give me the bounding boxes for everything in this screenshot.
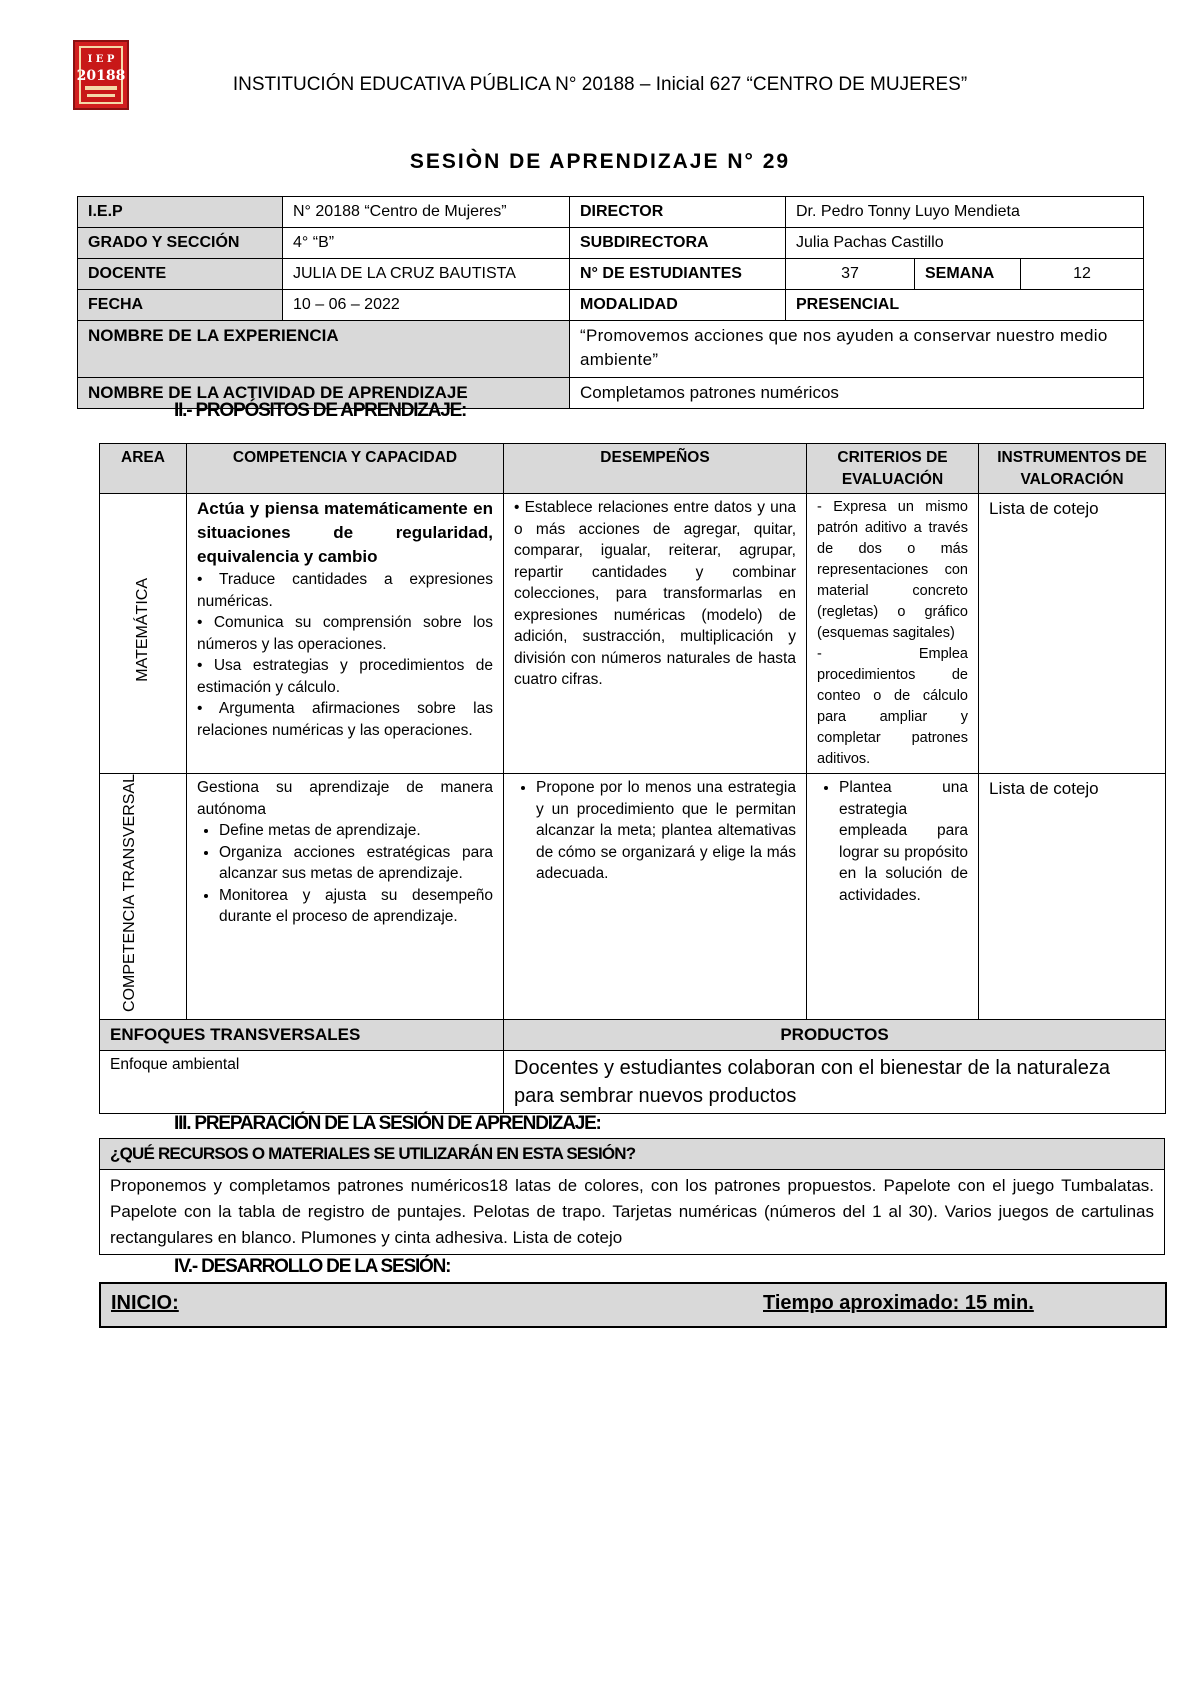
enfoque-value: Enfoque ambiental	[100, 1050, 504, 1113]
enfoques-label: ENFOQUES TRANSVERSALES	[100, 1019, 504, 1050]
grado-label: GRADO Y SECCIÓN	[78, 228, 283, 259]
institution-name: INSTITUCIÓN EDUCATIVA PÚBLICA N° 20188 – Inicial 627 “CENTRO DE MUJERES”	[232, 74, 968, 95]
modalidad-value: PRESENCIAL	[786, 290, 1144, 321]
math-area-cell	[100, 494, 187, 774]
director-value: Dr. Pedro Tonny Luyo Mendieta	[786, 197, 1144, 228]
producto-value: Docentes y estudiantes colaboran con el bienestar de la naturaleza para sembrar nuevos productos	[504, 1050, 1166, 1113]
productos-label: PRODUCTOS	[504, 1019, 1166, 1050]
session-title: SESIÒN DE APRENDIZAJE N° 29	[409, 150, 791, 173]
materials-table	[99, 1138, 1165, 1255]
iep-value: N° 20188 “Centro de Mujeres”	[283, 197, 570, 228]
estudiantes-label: N° DE ESTUDIANTES	[570, 259, 786, 290]
header-area: AREA	[100, 444, 187, 494]
math-desempeno: • Establece relaciones entre datos y una o más acciones de agregar, quitar, comparar, igualar, reiterar, agrupar, repartir cantidades y combinar colecciones, para transformarlas en expresiones numéricas (modelo) de adición, sustracción, multiplicación y división con números naturales de hasta cuatro cifras.	[504, 494, 807, 774]
subdirectora-value: Julia Pachas Castillo	[786, 228, 1144, 259]
propositos-table	[99, 443, 1166, 1114]
materials-question: ¿QUÉ RECURSOS O MATERIALES SE UTILIZARÁN EN ESTA SESIÓN?	[100, 1139, 1165, 1170]
actividad-value: Completamos patrones numéricos	[570, 378, 1144, 409]
transversal-capacidades-list	[197, 820, 493, 928]
transversal-desempeno: • Propone por lo menos una estrategia y un procedimiento que le permitan alcanzar la meta; plantea altemativas de cómo se organizará y elige la más adecuada.	[536, 777, 796, 885]
tiempo-label: Tiempo aproximado: 15 min.	[763, 1292, 1034, 1314]
header-competencia: COMPETENCIA Y CAPACIDAD	[187, 444, 504, 494]
header-desempenos: DESEMPEÑOS	[504, 444, 807, 494]
math-competencia-cell	[187, 494, 504, 774]
transversal-capacidad-2: • Organiza acciones estratégicas para alcanzar sus metas de aprendizaje.	[219, 842, 493, 885]
transversal-capacidad-1: • Define metas de aprendizaje.	[219, 820, 493, 842]
math-capacidad-3: • Usa estrategias y procedimientos de estimación y cálculo.	[197, 657, 493, 696]
experiencia-label: NOMBRE DE LA EXPERIENCIA	[78, 321, 570, 378]
section-4-title: IV.- DESARROLLO DE LA SESIÓN:	[174, 1256, 451, 1277]
docente-value: JULIA DE LA CRUZ BAUTISTA	[283, 259, 570, 290]
svg-text:20188: 20188	[76, 68, 126, 84]
fecha-value: 10 – 06 – 2022	[283, 290, 570, 321]
transversal-instrumento: Lista de cotejo	[979, 774, 1166, 1020]
math-capacidad-1: • Traduce cantidades a expresiones numéricas.	[197, 571, 493, 610]
semana-value: 12	[1021, 259, 1144, 290]
section-2-title: II.- PROPÓSITOS DE APRENDIZAJE:	[174, 400, 467, 421]
iep-label: I.E.P	[78, 197, 283, 228]
materials-list: Proponemos y completamos patrones numéricos18 latas de colores, con los patrones propuestos. Papelote con el juego Tumbalatas. Papelote con la tabla de registro de puntajes. Pelotas de trapo. Tarjetas numéricas (números del 1 al 30). Varios juegos de cartulinas rectangulares en blanco. Plumones y cinta adhesiva. Lista de cotejo	[100, 1170, 1165, 1255]
section-3-title: III. PREPARACIÓN DE LA SESIÓN DE APRENDIZAJE:	[174, 1113, 601, 1134]
math-criterios-cell	[807, 494, 979, 774]
transversal-criterio-list	[817, 777, 968, 906]
semana-label: SEMANA	[915, 259, 1021, 290]
math-capacidad-2: • Comunica su comprensión sobre los números y las operaciones.	[197, 614, 493, 653]
docente-label: DOCENTE	[78, 259, 283, 290]
transversal-area-cell	[100, 774, 187, 1020]
experiencia-value: “Promovemos acciones que nos ayuden a conservar nuestro medio ambiente”	[570, 321, 1144, 378]
transversal-competencia-cell	[187, 774, 504, 1020]
estudiantes-value: 37	[786, 259, 915, 290]
math-area-label: MATEMÁTICA	[134, 578, 151, 682]
modalidad-label: MODALIDAD	[570, 290, 786, 321]
transversal-criterio-cell	[807, 774, 979, 1020]
math-criterio-1: - Expresa un mismo patrón aditivo a través de dos o más representaciones con material concreto (regletas) o gráfico (esquemas sagitales)	[817, 499, 968, 641]
math-competencia-title: Actúa y piensa matemáticamente en situaciones de regularidad, equivalencia y cambio	[197, 499, 493, 566]
fecha-label: FECHA	[78, 290, 283, 321]
transversal-area-label: COMPETENCIA TRANSVERSAL	[121, 774, 138, 1012]
transversal-desempeno-cell	[504, 774, 807, 1020]
math-criterio-2: - Emplea procedimientos de conteo o de cálculo para ampliar y completar patrones aditivos.	[817, 646, 968, 767]
transversal-capacidad-3: • Monitorea y ajusta su desempeño durante el proceso de aprendizaje.	[219, 885, 493, 928]
info-table	[77, 196, 1144, 409]
inicio-label: INICIO:	[111, 1292, 179, 1314]
transversal-competencia-title: Gestiona su aprendizaje de manera autónoma	[197, 779, 493, 818]
header-criterios: CRITERIOS DE EVALUACIÓN	[807, 444, 979, 494]
transversal-criterio: • Plantea una estrategia empleada para lograr su propósito en la solución de actividades.	[839, 777, 968, 906]
svg-text:I E P: I E P	[87, 54, 115, 65]
math-capacidad-4: • Argumenta afirmaciones sobre las relaciones numéricas y las operaciones.	[197, 700, 493, 739]
math-instrumento: Lista de cotejo	[979, 494, 1166, 774]
inicio-bar	[99, 1282, 1167, 1328]
director-label: DIRECTOR	[570, 197, 786, 228]
actividad-label: NOMBRE DE LA ACTIVIDAD DE APRENDIZAJE	[78, 378, 570, 409]
header-instrumentos: INSTRUMENTOS DE VALORACIÓN	[979, 444, 1166, 494]
subdirectora-label: SUBDIRECTORA	[570, 228, 786, 259]
grado-value: 4° “B”	[283, 228, 570, 259]
transversal-desempeno-list	[514, 777, 796, 885]
